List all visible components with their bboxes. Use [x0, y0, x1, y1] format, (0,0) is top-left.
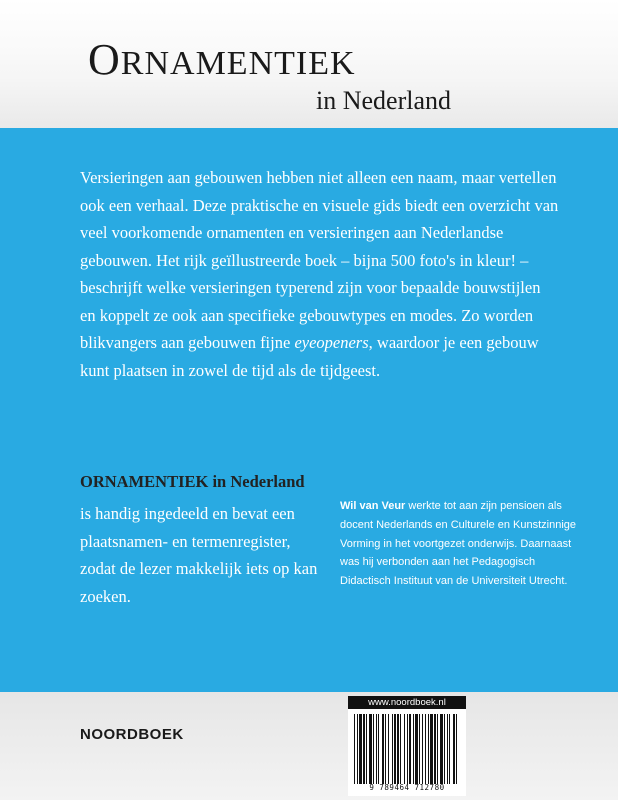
intro-part-1: Versieringen aan gebouwen hebben niet alleen een naam, maar vertellen ook een verhaal. Deze praktische en visuele gids biedt een overzicht van veel voorkomende ornamenten en versieringen aan Nederlandse gebouwen. Het rijk geïllustreerde boek – bijna 500 foto's in kleur! – beschrijft welke versieringen typerend zijn voor bepaalde bouwstijlen en koppelt ze ook aan specifieke gebouwtypes en modes. Zo worden blikvangers aan gebouwen fijne — [80, 168, 559, 352]
cover-header — [0, 0, 618, 128]
book-subtitle: in Nederland — [316, 86, 452, 115]
author-bio — [340, 497, 580, 591]
intro-text — [80, 164, 560, 384]
book-box-title: ORNAMENTIEK in Nederland — [80, 472, 305, 491]
publisher-url: www.noordboek.nl — [348, 696, 466, 709]
intro-emphasis: eyeopeners — [294, 333, 369, 352]
isbn-number: 9 789464 712780 — [369, 783, 445, 792]
publisher-name: NOORDBOEK — [80, 726, 184, 743]
book-box-text: is handig ingedeeld en bevat een plaatsnamen- en termenregister, zodat de lezer makkelijk iets op kan zoeken. — [80, 504, 318, 606]
author-bio-text: werkte tot aan zijn pensioen als docent Nederlands en Culturele en Kunstzinnige Vorming in het voortgezet onderwijs. Daarnaast was hij verbonden aan het Pedagogisch Didactisch Instituut van de Universiteit Utrecht. — [340, 500, 577, 588]
book-title-initial: O — [88, 35, 121, 84]
barcode-icon — [352, 714, 462, 784]
book-title — [88, 35, 356, 84]
intro-part-2: , waardoor je een gebouw kunt plaatsen in zowel de tijd als de tijdgeest. — [80, 333, 539, 380]
book-title-rest: RNAMENTIEK — [120, 45, 356, 82]
cover-footer — [0, 692, 618, 800]
author-name: Wil van Veur — [340, 500, 406, 512]
